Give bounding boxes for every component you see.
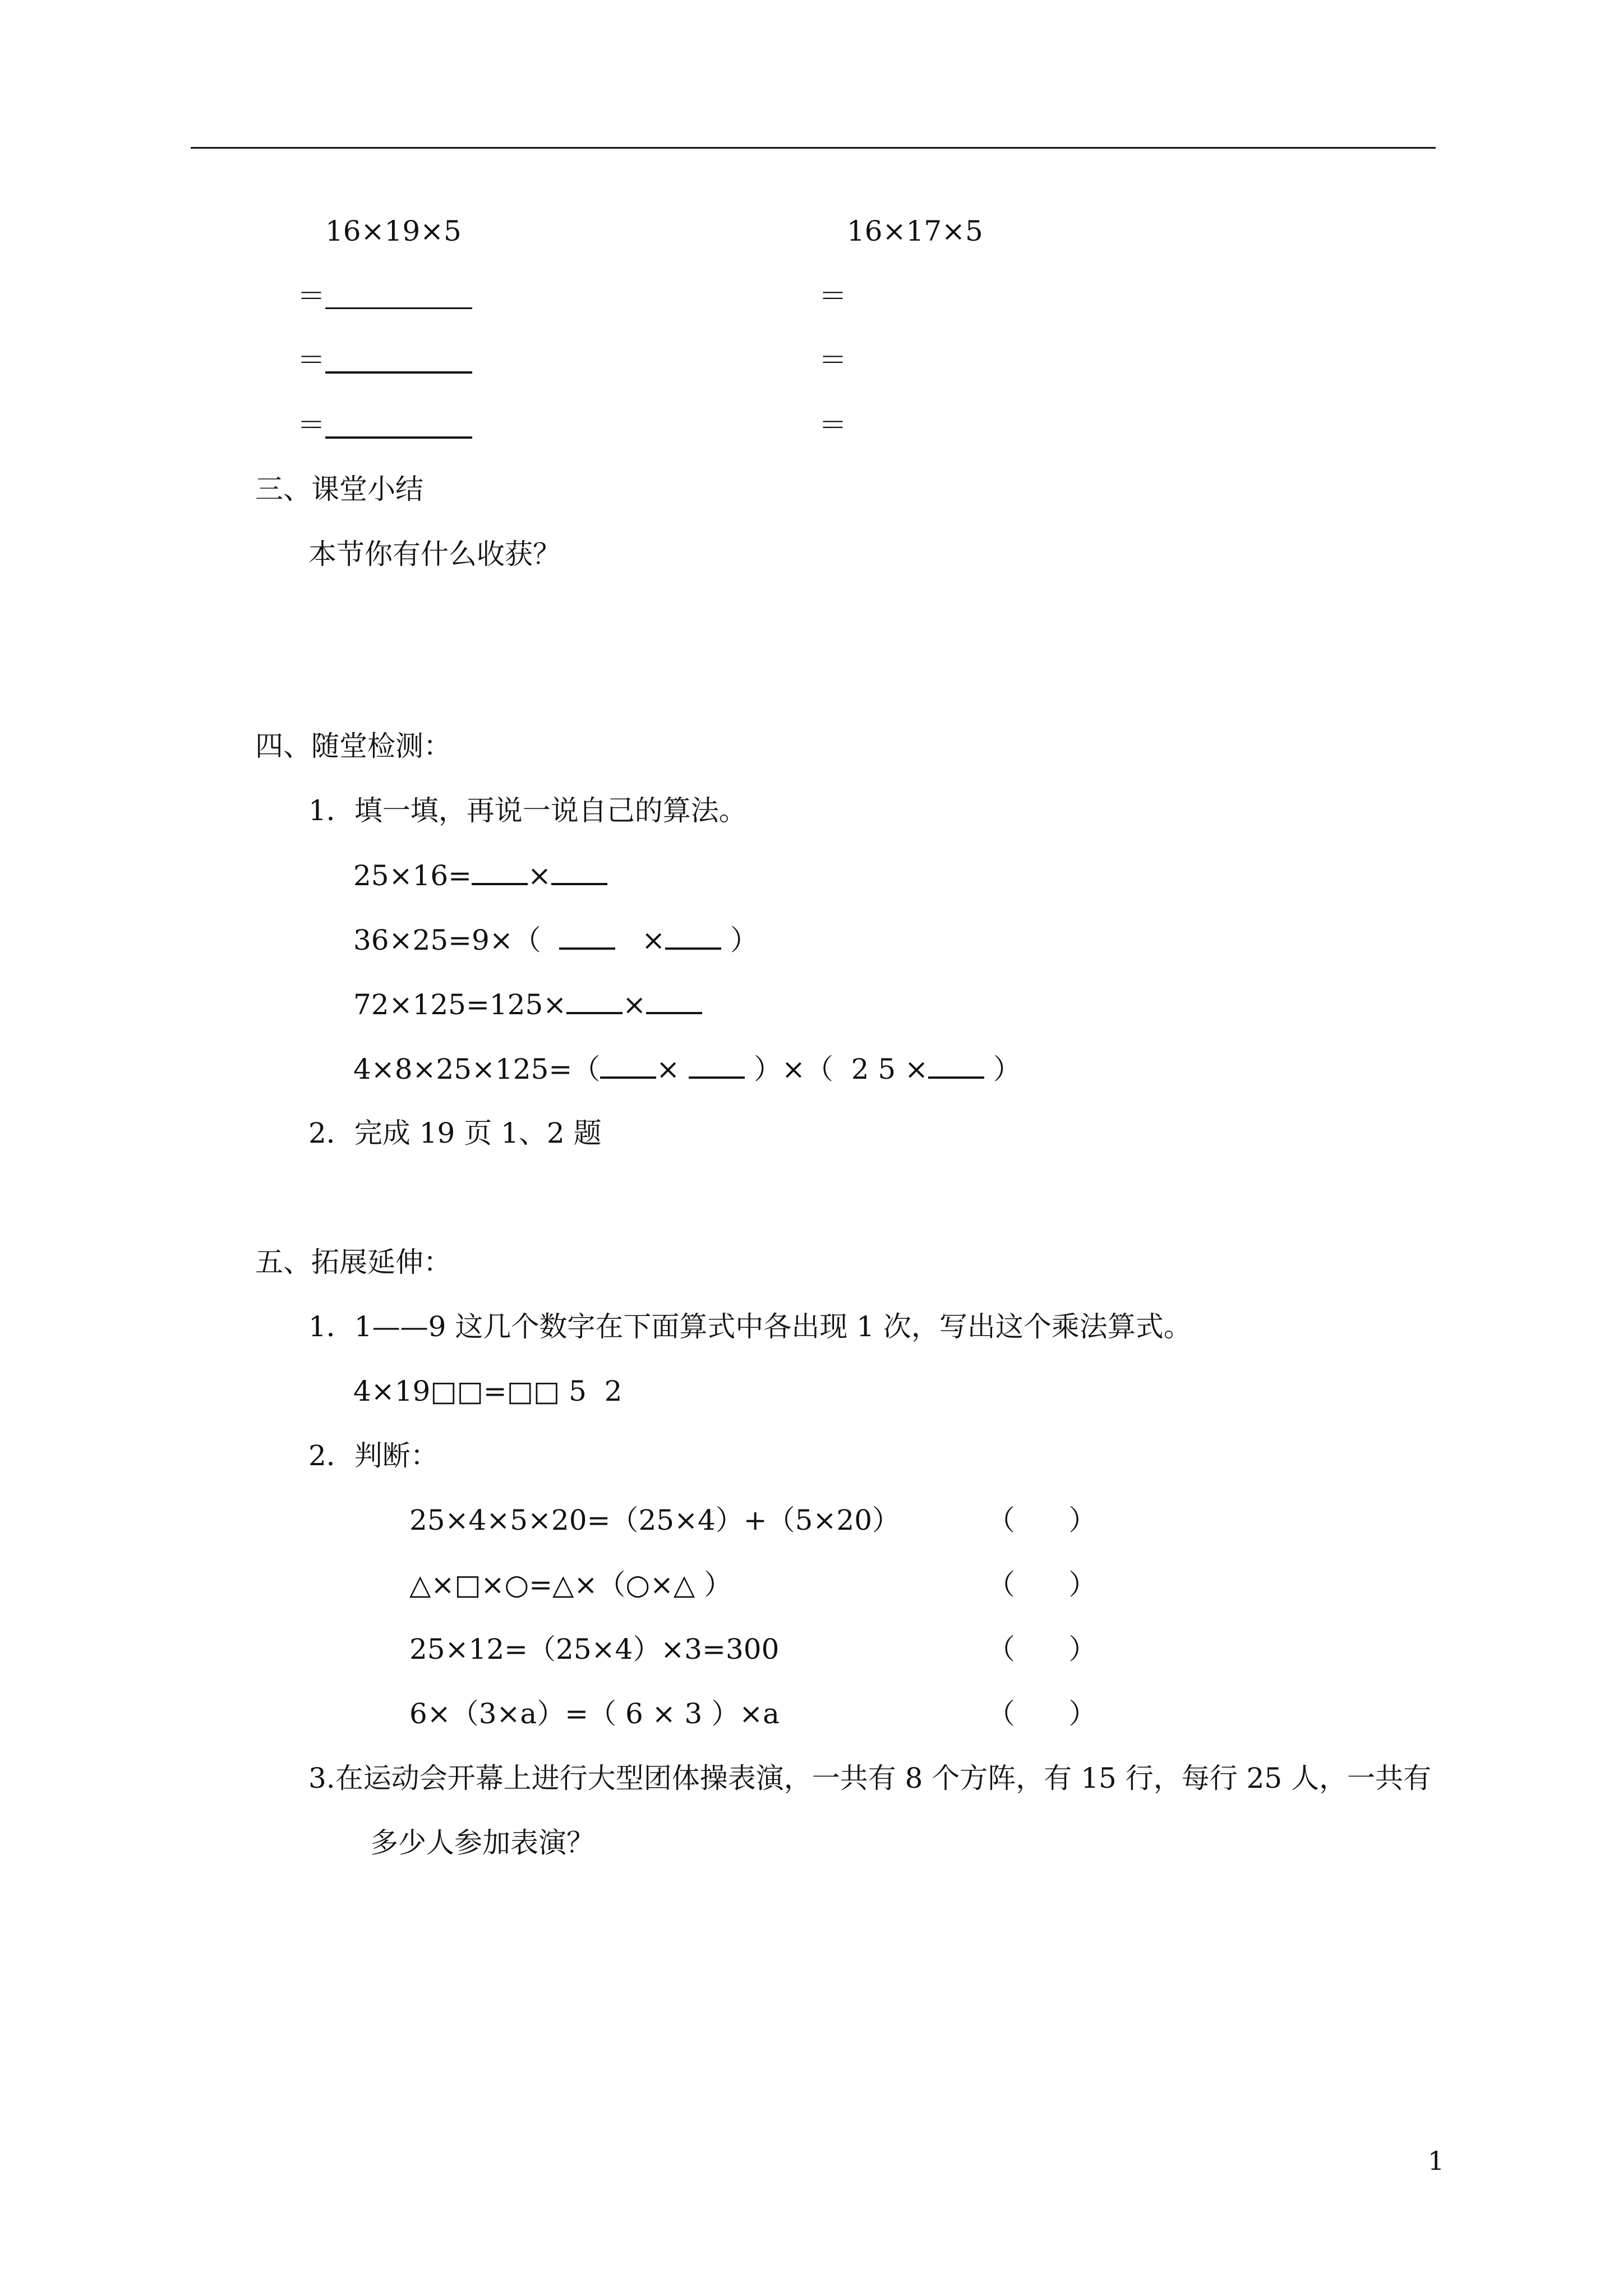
fill-line-2-times: × (642, 924, 666, 956)
fill-line-2-close: ） (730, 924, 759, 956)
fill-blank[interactable] (551, 858, 607, 885)
judgement-answer-3[interactable]: （ ） (987, 1633, 1097, 1665)
calc-right-eq-3: ＝ (819, 409, 847, 441)
fill-line-3 (353, 987, 702, 1022)
section5-question-3-line-2: 多少人参加表演？ (370, 1826, 594, 1859)
section4-heading: 四、随堂检测： (255, 730, 451, 762)
calc-left-eq-1: ＝ (297, 280, 325, 312)
fill-line-3-times: × (623, 988, 647, 1021)
judgement-expression-4: 6×（3×a）=（ 6 × 3 ）×a (409, 1697, 780, 1730)
section5-question-2: 2．判断： (308, 1439, 439, 1472)
section3-question: 本节你有什么收获？ (308, 538, 561, 570)
judgement-expression-1: 25×4×5×20=（25×4）+（5×20） (409, 1504, 900, 1536)
fill-line-4-times: × (656, 1053, 680, 1085)
section3-heading: 三、课堂小结 (255, 473, 423, 505)
fill-blank[interactable] (559, 923, 615, 950)
section4-question-2: 2．完成 19 页 1、2 题 (308, 1117, 602, 1149)
calc-right-eq-2: ＝ (819, 344, 847, 376)
section5-question-1-expression: 4×19□□=□□ 5 2 (353, 1375, 623, 1407)
section4-question-1: 1．填一填，再说一说自己的算法。 (308, 794, 747, 827)
fill-blank[interactable] (646, 987, 702, 1014)
fill-line-4-prefix: 4×8×25×125=（ (353, 1053, 601, 1085)
section5-question-3-line-1: 3.在运动会开幕上进行大型团体操表演，一共有 8 个方阵，有 15 行，每行 25 人，一共有 (308, 1762, 1432, 1795)
fill-blank[interactable] (472, 858, 528, 885)
fill-blank[interactable] (566, 987, 623, 1014)
fill-line-4-middle: ）×（ 2 5 × (753, 1053, 928, 1085)
calc-left-blank-2[interactable] (325, 371, 472, 374)
header-rule (191, 147, 1436, 149)
section5-heading: 五、拓展延伸： (255, 1246, 451, 1278)
calc-left-blank-3[interactable] (325, 436, 472, 439)
calc-left-eq-2: ＝ (297, 344, 325, 376)
fill-line-2 (353, 923, 758, 957)
page-number: 1 (1428, 2146, 1445, 2176)
fill-blank[interactable] (928, 1052, 984, 1079)
fill-line-3-prefix: 72×125=125× (353, 988, 567, 1021)
fill-line-1-times: × (528, 859, 551, 892)
fill-line-4 (353, 1052, 1021, 1086)
fill-blank[interactable] (665, 923, 721, 950)
judgement-expression-2: △×□×○=△×（○×△ ） (409, 1568, 732, 1601)
fill-line-2-prefix: 36×25=9×（ (353, 924, 541, 956)
judgement-answer-4[interactable]: （ ） (987, 1697, 1097, 1730)
section5-question-1: 1．1——9 这几个数字在下面算式中各出现 1 次，写出这个乘法算式。 (308, 1310, 1192, 1343)
fill-blank[interactable] (689, 1052, 745, 1079)
calc-left-eq-3: ＝ (297, 409, 325, 441)
judgement-answer-1[interactable]: （ ） (987, 1504, 1097, 1536)
fill-line-1 (353, 858, 607, 892)
fill-blank[interactable] (600, 1052, 656, 1079)
calc-right-expression: 16×17×5 (847, 215, 983, 247)
calc-left-blank-1[interactable] (325, 307, 472, 309)
judgement-answer-2[interactable]: （ ） (987, 1568, 1097, 1601)
fill-line-4-close: ） (993, 1053, 1021, 1085)
judgement-expression-3: 25×12=（25×4）×3=300 (409, 1633, 780, 1665)
fill-line-1-prefix: 25×16= (353, 859, 472, 892)
calc-left-expression: 16×19×5 (325, 215, 462, 247)
calc-right-eq-1: ＝ (819, 280, 847, 312)
